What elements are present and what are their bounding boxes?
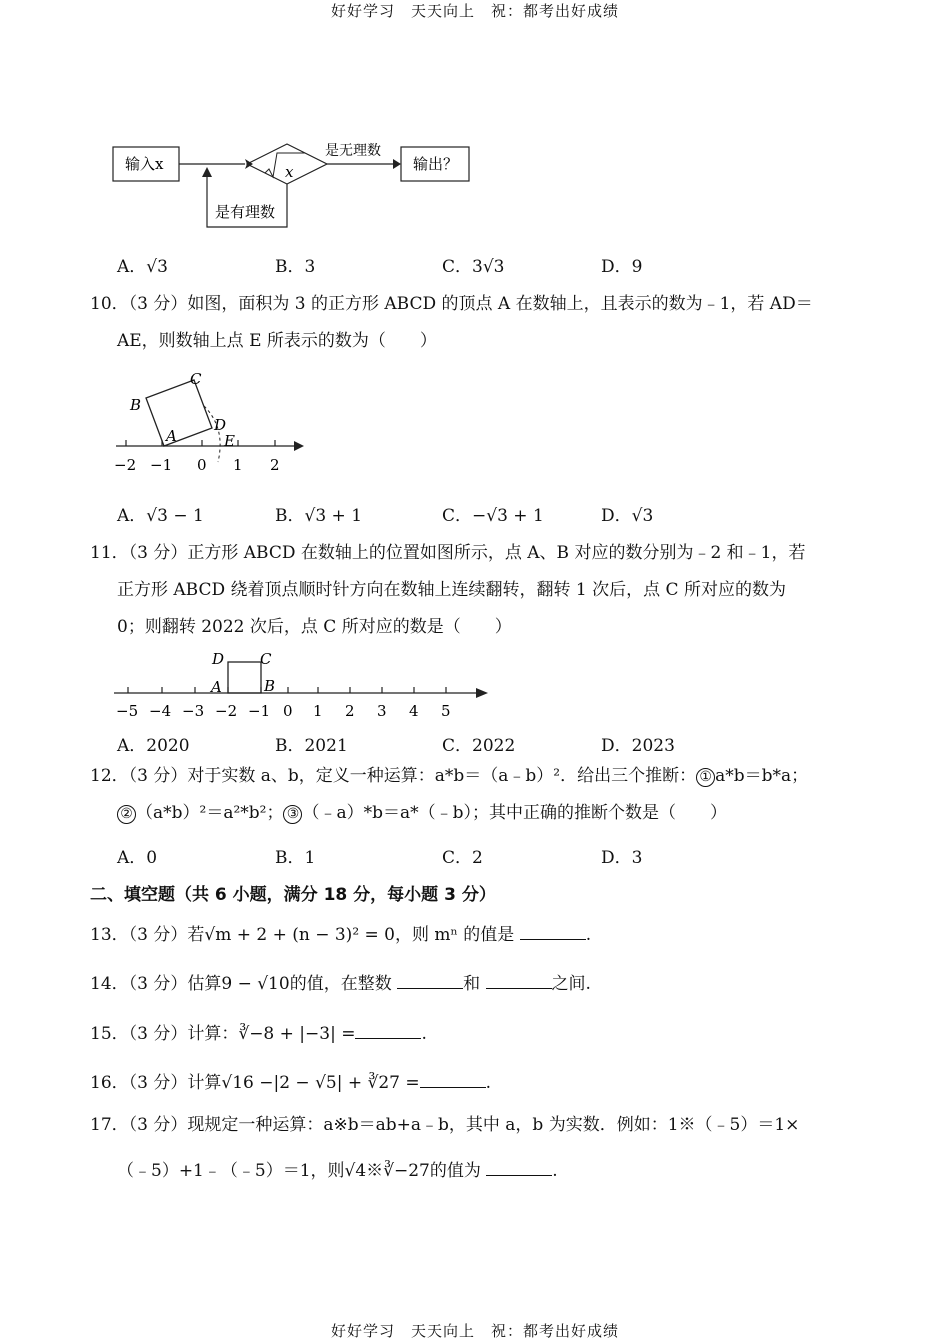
q14-text [90,974,591,993]
q11-text-line2: 正方形 ABCD 绕着顶点顺时针方向在数轴上连续翻转，翻转 1 次后，点 C 所对应的数为 [117,580,786,600]
q12-line2-b: （﹣a）*b＝a*（﹣b）；其中正确的推断个数是（ ） [302,803,728,823]
flow-root-label: x [285,163,294,181]
q10-tick-1: 1 [233,456,243,474]
q14-answer-blank-2[interactable] [486,974,552,989]
q10-figure [108,366,308,478]
q15-answer-blank[interactable] [355,1024,421,1039]
q12-circle-3: ③ [283,805,302,824]
q11-option-b: B．2021 [275,736,348,756]
flow-arrowhead-2 [393,159,401,169]
q14-mid2: 和 [463,974,481,994]
q11-tick-1: 1 [313,702,323,720]
q10-label-b: B [130,396,142,414]
q12-circle-2: ② [117,805,136,824]
q17-line2-b: 的值为 [429,1161,481,1181]
q14-answer-blank-1[interactable] [397,974,463,989]
q11-tick-4: 4 [409,702,419,720]
flow-arrowhead-3 [202,167,212,177]
q12-option-c: C．2 [442,848,483,868]
q11-tick-2: 2 [345,702,355,720]
q10-tick-m2: −2 [114,456,137,474]
q11-tick-m3: −3 [182,702,205,720]
q17-expression: √4※∛−27 [344,1161,430,1181]
q16-expression: √16 −|2 − √5| + ∛27 = [221,1073,420,1093]
q11-option-a: A．2020 [117,736,190,756]
q16-prefix: 16．（3 分）计算 [90,1073,222,1093]
q11-option-d: D．2023 [601,736,675,756]
q10-label-e: E [224,432,235,450]
q12-option-d: D．3 [601,848,643,868]
q14-expression: 9 − √10 [221,974,290,994]
q9-option-d: D．9 [601,257,643,277]
section-2-title: 二、填空题（共 6 小题，满分 18 分，每小题 3 分） [90,885,496,905]
q10-square [146,380,212,446]
flow-input-label: 输入x [125,155,164,173]
q17-line2-a: （﹣5）+1﹣（﹣5）＝1，则 [117,1161,345,1181]
page-footer: 好好学习 天天向上 祝：都考出好成绩 [330,1322,619,1340]
q10-tick-2: 2 [270,456,280,474]
q10-label-c: C [190,370,202,388]
q11-square [228,662,261,693]
q10-label-a: A [166,427,177,445]
q10-text-line2: AE，则数轴上点 E 所表示的数为（ ） [117,331,437,351]
q17-end: . [552,1161,558,1181]
q13-prefix: 13．（3 分）若 [90,925,205,945]
q11-ticks [128,687,446,693]
q14-prefix: 14．（3 分）估算 [90,974,222,994]
flow-output-label: 输出？ [413,155,459,173]
q14-end: 之间. [551,974,591,994]
q10-option-d: D．√3 [601,506,654,526]
q15-expression: ∛−8 + |−3| = [238,1024,356,1044]
q12-circle-1: ① [696,768,715,787]
q10-label-d: D [214,416,227,434]
q17-text-line1: 17．（3 分）现规定一种运算：a※b＝ab+a﹣b，其中 a，b 为实数．例如：1※（﹣5）＝1× [90,1115,800,1135]
q11-label-c: C [260,650,272,668]
q16-end: . [485,1073,492,1093]
q10-option-a: A．√3 − 1 [117,506,204,526]
q9-option-c: C．3√3 [442,257,505,277]
q11-tick-m2: −2 [215,702,238,720]
q11-text-line3: 0；则翻转 2022 次后，点 C 所对应的数是（ ） [117,617,512,637]
q17-text-line2 [117,1161,558,1180]
q13-expression: √m + 2 + (n − 3)² = 0 [204,925,395,945]
q9-option-b: B．3 [275,257,316,277]
q10-arrowhead [294,441,304,451]
q11-option-c: C．2022 [442,736,516,756]
q10-tick-0: 0 [197,456,207,474]
page-header: 好好学习 天天向上 祝：都考出好成绩 [330,2,619,20]
q10-text-line1: 10．（3 分）如图，面积为 3 的正方形 ABCD 的顶点 A 在数轴上，且表示的数为﹣1，若 AD＝ [90,294,813,314]
q11-tick-3: 3 [377,702,387,720]
q12-line2-a: （a*b）²＝a²*b²； [136,803,284,823]
q12-line1-text: 12．（3 分）对于实数 a、b，定义一种运算：a*b＝（a﹣b）²．给出三个推断： [90,766,697,786]
q16-text [90,1073,491,1092]
q13-answer-blank[interactable] [520,925,586,940]
q10-option-c: C．−√3 + 1 [442,506,544,526]
q12-option-a: A．0 [117,848,158,868]
q13-suffix: ，则 mⁿ 的值是 [395,925,515,945]
q12-option-b: B．1 [275,848,316,868]
q11-tick-m5: −5 [116,702,139,720]
q12-text-line1 [90,768,808,787]
q15-text [90,1024,427,1043]
q13-end: . [585,925,592,945]
q11-label-a: A [211,678,222,696]
q13-text [90,925,591,944]
q14-mid1: 的值，在整数 [289,974,392,994]
q9-option-a: A．√3 [117,257,168,277]
q10-option-b: B．√3 + 1 [275,506,363,526]
q11-arrowhead [476,688,488,698]
q11-text-line1: 11．（3 分）正方形 ABCD 在数轴上的位置如图所示，点 A、B 对应的数分别为﹣2 和﹣1，若 [90,543,806,563]
q15-prefix: 15．（3 分）计算： [90,1024,239,1044]
q11-label-d: D [212,650,225,668]
q11-figure [108,646,493,722]
q12-text-line2 [117,805,727,824]
flow-rational-label: 是有理数 [215,203,276,221]
q9-flowchart [105,135,485,235]
q11-tick-5: 5 [441,702,451,720]
q11-tick-m1: −1 [248,702,271,720]
q10-tick-m1: −1 [150,456,173,474]
q11-label-b: B [264,677,276,695]
q15-end: . [421,1024,427,1044]
q11-tick-0: 0 [283,702,293,720]
flow-irrational-label: 是无理数 [325,143,381,159]
q12-line1-end: a*b＝b*a； [715,766,809,786]
q16-answer-blank[interactable] [420,1073,486,1088]
q10-ticks [126,440,275,446]
q17-answer-blank[interactable] [486,1161,552,1176]
q11-tick-m4: −4 [149,702,172,720]
